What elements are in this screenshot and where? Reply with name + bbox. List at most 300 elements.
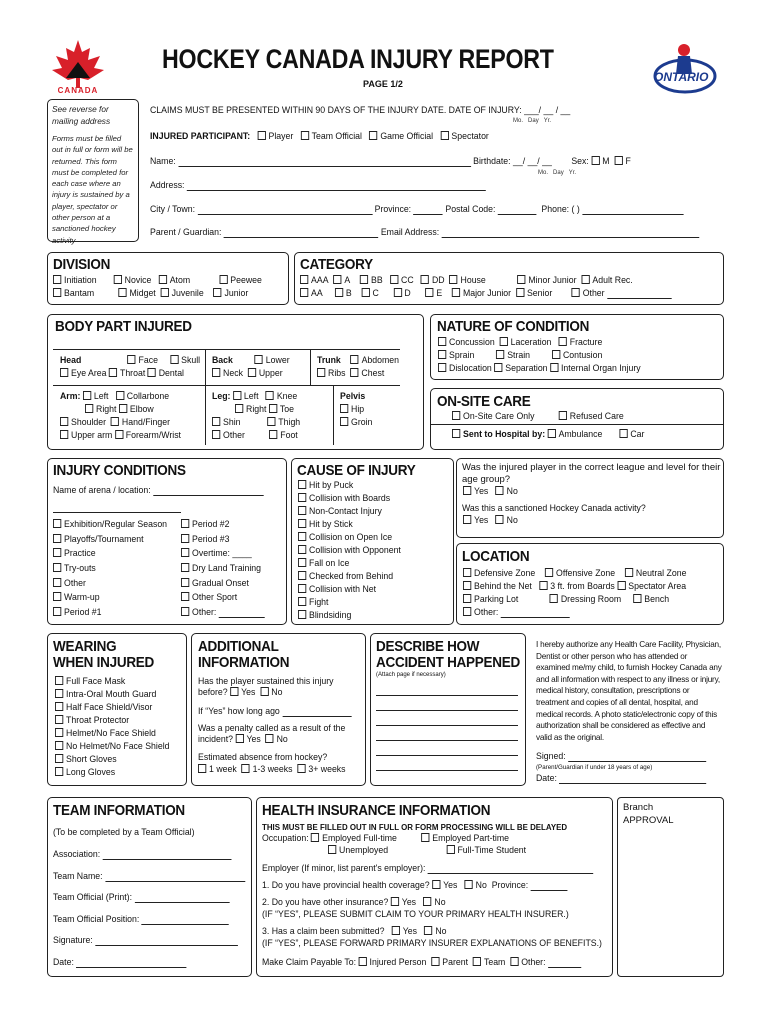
fill-note: Forms must be filled out in full or form will be returned. This form must be completed for each case where an injury is sustained by a player, spectator or other person at a sanctioned hockey activity <box>52 134 133 245</box>
team-note: (To be completed by a Team Official) <box>53 827 195 838</box>
non-contact-checkbox[interactable] <box>298 506 306 515</box>
cc-checkbox[interactable] <box>390 275 398 284</box>
arena-field[interactable] <box>153 486 263 496</box>
postal-field[interactable] <box>498 205 537 215</box>
occupation-row-1 <box>262 833 509 844</box>
cat-d: D <box>404 288 411 299</box>
signed-row <box>536 751 706 762</box>
b-checkbox[interactable] <box>335 288 343 297</box>
arm-row-1 <box>60 391 169 402</box>
how-long-field[interactable] <box>282 707 351 717</box>
provincial-yes-label: Yes <box>443 880 458 891</box>
add-q2b: incident? <box>198 734 233 745</box>
occupation-label: Occupation: <box>262 833 309 844</box>
refused-care-label: Refused Care <box>569 411 624 422</box>
gradual-checkbox[interactable] <box>181 578 189 587</box>
shin-checkbox[interactable] <box>212 417 220 426</box>
upperarm-label: Upper arm <box>71 430 113 441</box>
exhibition-checkbox[interactable] <box>53 519 61 528</box>
dislocation-checkbox[interactable] <box>438 363 446 372</box>
sanctioned-no-checkbox[interactable] <box>496 515 504 524</box>
other-ins-yes-label: Yes <box>401 897 417 908</box>
health-title: HEALTH INSURANCE INFORMATION <box>262 802 491 819</box>
back-row-1 <box>212 355 290 366</box>
sanctioned-yes-label: Yes <box>474 515 489 526</box>
body-part-title: BODY PART INJURED <box>55 318 192 335</box>
payable-label: Make Claim Payable To: <box>262 957 357 968</box>
pay-other-field[interactable] <box>548 958 581 968</box>
logo-text-canada: CANADA <box>57 86 99 95</box>
car-checkbox[interactable] <box>619 429 627 438</box>
address-row <box>150 180 486 191</box>
additional-title-1: ADDITIONAL <box>198 638 279 655</box>
cat-b: B <box>345 288 352 299</box>
parking-lot-checkbox[interactable] <box>463 594 471 603</box>
collarbone-label: Collarbone <box>126 391 170 402</box>
name-row <box>150 156 631 167</box>
team-signature-field[interactable] <box>95 936 238 946</box>
other-leg-checkbox[interactable] <box>212 430 220 439</box>
team-fields <box>53 849 262 979</box>
arm-left-checkbox[interactable] <box>83 391 91 400</box>
bantam-checkbox[interactable] <box>53 288 61 297</box>
provincial-no-checkbox[interactable] <box>465 880 473 889</box>
cause-hit-stick: Hit by Stick <box>309 519 353 530</box>
full-face-checkbox[interactable] <box>55 676 63 685</box>
abdomen-checkbox[interactable] <box>351 355 359 364</box>
contusion-checkbox[interactable] <box>552 350 560 359</box>
lower-checkbox[interactable] <box>255 355 263 364</box>
cond-other2: Other: <box>192 607 217 619</box>
male-checkbox[interactable] <box>591 156 599 165</box>
fight-checkbox[interactable] <box>298 597 306 606</box>
team-official-field[interactable] <box>134 893 229 903</box>
employer-row <box>262 863 593 874</box>
leg-left-checkbox[interactable] <box>233 391 241 400</box>
spectator-area-checkbox[interactable] <box>617 581 625 590</box>
cond-tryouts: Try-outs <box>64 563 96 575</box>
neutral-zone-checkbox[interactable] <box>625 568 633 577</box>
strain-checkbox[interactable] <box>496 350 504 359</box>
describe-lines[interactable] <box>376 681 518 786</box>
name-field[interactable] <box>178 157 471 167</box>
back-row-2 <box>212 368 283 379</box>
if-yes-row <box>198 706 351 717</box>
fracture-checkbox[interactable] <box>559 337 567 346</box>
email-field[interactable] <box>442 228 700 238</box>
collision-boards-checkbox[interactable] <box>298 493 306 502</box>
bb-checkbox[interactable] <box>360 275 368 284</box>
groin-checkbox[interactable] <box>340 417 348 426</box>
health-province-field[interactable] <box>531 881 568 891</box>
sprain-checkbox[interactable] <box>438 350 446 359</box>
student-checkbox[interactable] <box>446 845 454 854</box>
claim-yes-checkbox[interactable] <box>392 926 400 935</box>
collarbone-checkbox[interactable] <box>116 391 124 400</box>
loc-other-checkbox[interactable] <box>463 607 471 616</box>
week13-label: 1-3 weeks <box>252 764 293 775</box>
elbow-checkbox[interactable] <box>119 404 127 413</box>
hip-label: Hip <box>351 404 365 415</box>
other-cat-checkbox[interactable] <box>572 288 580 297</box>
short-gloves-checkbox[interactable] <box>55 754 63 763</box>
long-gloves-checkbox[interactable] <box>55 767 63 776</box>
conditions-right-list <box>181 519 272 622</box>
thigh-checkbox[interactable] <box>267 417 275 426</box>
forearm-checkbox[interactable] <box>115 430 123 439</box>
novice-checkbox[interactable] <box>114 275 122 284</box>
wear-mouth-guard: Intra-Oral Mouth Guard <box>66 689 157 700</box>
penalty-yes-checkbox[interactable] <box>235 734 243 743</box>
internal-organ-checkbox[interactable] <box>550 363 558 372</box>
loc-defensive: Defensive Zone <box>474 568 536 579</box>
other-sport-checkbox[interactable] <box>181 592 189 601</box>
collision-net-checkbox[interactable] <box>298 584 306 593</box>
team-name-field[interactable] <box>105 872 245 882</box>
address-field[interactable] <box>187 181 486 191</box>
additional-title-2: INFORMATION <box>198 654 290 671</box>
parent-row <box>150 227 699 238</box>
location-row-2 <box>463 581 686 592</box>
other-cat-field[interactable] <box>607 289 671 299</box>
hit-puck-checkbox[interactable] <box>298 480 306 489</box>
face-label: Face <box>138 355 158 366</box>
div-atom: Atom <box>169 275 191 286</box>
other2-checkbox[interactable] <box>181 607 189 616</box>
ambulance-label: Ambulance <box>558 429 603 440</box>
helmet-no-shield-checkbox[interactable] <box>55 728 63 737</box>
skull-checkbox[interactable] <box>170 355 178 364</box>
cond-other-field[interactable] <box>219 608 265 618</box>
page-title: HOCKEY CANADA INJURY REPORT <box>162 44 554 74</box>
loc-other-field[interactable] <box>501 608 570 618</box>
cond-period1: Period #1 <box>64 607 102 619</box>
period3-checkbox[interactable] <box>181 534 189 543</box>
cond-dryland: Dry Land Training <box>192 563 262 575</box>
prior-yes-checkbox[interactable] <box>230 687 238 696</box>
dressing-room-checkbox[interactable] <box>550 594 558 603</box>
team-date-field[interactable] <box>76 958 186 968</box>
aa-checkbox[interactable] <box>300 288 308 297</box>
mouth-guard-checkbox[interactable] <box>55 689 63 698</box>
arm-right-checkbox[interactable] <box>85 404 93 413</box>
pay-parent-checkbox[interactable] <box>431 957 439 966</box>
aaa-checkbox[interactable] <box>300 275 308 284</box>
cause-title: CAUSE OF INJURY <box>297 462 416 479</box>
cat-senior: Senior <box>526 288 553 299</box>
loc-other-label: Other: <box>474 607 499 618</box>
describe-note: (Attach page if necessary) <box>376 672 446 678</box>
week13-checkbox[interactable] <box>242 764 250 773</box>
absence-row <box>198 764 346 775</box>
knee-checkbox[interactable] <box>266 391 274 400</box>
cause-fight: Fight <box>309 597 329 608</box>
provincial-no-label: No <box>475 880 487 891</box>
adult-rec-checkbox[interactable] <box>581 275 589 284</box>
hit-stick-checkbox[interactable] <box>298 519 306 528</box>
leg-row-1 <box>212 391 297 402</box>
leg-row-3 <box>212 417 300 428</box>
eye-label: Eye Area <box>71 368 107 379</box>
midget-checkbox[interactable] <box>118 288 126 297</box>
auth-date-label: Date: <box>536 773 557 784</box>
other-ins-yes-checkbox[interactable] <box>391 897 399 906</box>
cond-overtime: Overtime: ____ <box>192 548 252 560</box>
student-label: Full-Time Student <box>457 845 527 856</box>
employed-part-checkbox[interactable] <box>421 833 429 842</box>
blindsiding-checkbox[interactable] <box>298 610 306 619</box>
div-initiation: Initiation <box>64 275 97 286</box>
major-junior-checkbox[interactable] <box>452 288 460 297</box>
pay-team-label: Team <box>483 957 506 968</box>
payable-row <box>262 957 581 968</box>
cause-collision-boards: Collision with Boards <box>309 493 391 504</box>
team-signature-label: Signature: <box>53 935 93 947</box>
upperarm-checkbox[interactable] <box>60 430 68 439</box>
upper-label: Upper <box>258 368 283 379</box>
dryland-checkbox[interactable] <box>181 563 189 572</box>
employed-full-checkbox[interactable] <box>311 833 319 842</box>
three-ft-checkbox[interactable] <box>539 581 547 590</box>
foot-checkbox[interactable] <box>269 430 277 439</box>
initiation-checkbox[interactable] <box>53 275 61 284</box>
auth-date-field[interactable] <box>559 774 706 784</box>
employer-field[interactable] <box>428 864 594 874</box>
pay-parent-label: Parent <box>442 957 469 968</box>
shoulder-checkbox[interactable] <box>60 417 68 426</box>
e-checkbox[interactable] <box>425 288 433 297</box>
penalty-no-checkbox[interactable] <box>266 734 274 743</box>
div-bantam: Bantam <box>64 288 95 299</box>
prior-yes-label: Yes <box>241 687 256 698</box>
fall-ice-checkbox[interactable] <box>298 558 306 567</box>
d-checkbox[interactable] <box>393 288 401 297</box>
wear-throat: Throat Protector <box>66 715 130 726</box>
chest-label: Chest <box>361 368 385 379</box>
yr-label-2: Yr. <box>568 170 577 176</box>
league-q2-answers <box>463 515 518 526</box>
health-q1: 1. Do you have provincial health coverage? <box>262 880 430 891</box>
player-checkbox[interactable] <box>257 131 265 140</box>
onsite-only-checkbox[interactable] <box>452 411 460 420</box>
face-checkbox[interactable] <box>128 355 136 364</box>
eye-checkbox[interactable] <box>60 368 68 377</box>
cond-exhibition: Exhibition/Regular Season <box>64 519 168 530</box>
sanctioned-no-label: No <box>506 515 518 526</box>
health-q2: 2. Do you have other insurance? <box>262 897 389 908</box>
other-ins-no-label: No <box>434 897 446 908</box>
neck-checkbox[interactable] <box>212 368 220 377</box>
health-q3-note: (IF “YES”, PLEASE FORWARD PRIMARY INSURER EXPLANATIONS OF BENEFITS.) <box>262 938 602 949</box>
claim-no-checkbox[interactable] <box>424 926 432 935</box>
health-q3: 3. Has a claim been submitted? <box>262 926 385 937</box>
period2-checkbox[interactable] <box>181 519 189 528</box>
junior-checkbox[interactable] <box>213 288 221 297</box>
add-q2a: Was a penalty called as a result of the <box>198 723 346 734</box>
cat-house: House <box>460 275 486 286</box>
behind-net-checkbox[interactable] <box>463 581 471 590</box>
defensive-zone-checkbox[interactable] <box>463 568 471 577</box>
province-label: Province: <box>374 204 412 215</box>
concussion-label: Concussion <box>449 337 495 348</box>
dislocation-label: Dislocation <box>449 363 492 374</box>
throat-label: Throat <box>119 368 146 379</box>
league-yes-checkbox[interactable] <box>463 486 471 495</box>
team-official-checkbox[interactable] <box>301 131 309 140</box>
period1-checkbox[interactable] <box>53 607 61 616</box>
city-field[interactable] <box>197 205 372 215</box>
signed-label: Signed: <box>536 751 566 762</box>
peewee-checkbox[interactable] <box>219 275 227 284</box>
cat-adult-rec: Adult Rec. <box>592 275 633 286</box>
tryouts-checkbox[interactable] <box>53 563 61 572</box>
provincial-yes-checkbox[interactable] <box>432 880 440 889</box>
loc-three-ft: 3 ft. from Boards <box>550 581 615 592</box>
game-official-checkbox[interactable] <box>369 131 377 140</box>
c-checkbox[interactable] <box>361 288 369 297</box>
half-face-checkbox[interactable] <box>55 702 63 711</box>
email-label: Email Address: <box>380 227 440 238</box>
thigh-label: Thigh <box>278 417 301 428</box>
refused-care-checkbox[interactable] <box>559 411 567 420</box>
cause-collision-opponent: Collision with Opponent <box>309 545 401 556</box>
arm-row-3 <box>60 417 170 428</box>
toe-checkbox[interactable] <box>269 404 277 413</box>
penalty-yes-label: Yes <box>246 734 261 745</box>
name-label: Name: <box>150 156 176 167</box>
approval-label: APPROVAL <box>623 815 674 826</box>
yr-label: Yr. <box>543 118 552 124</box>
ribs-checkbox[interactable] <box>317 368 325 377</box>
branch-label: Branch <box>623 802 654 813</box>
province-field[interactable] <box>414 205 443 215</box>
collision-ice-checkbox[interactable] <box>298 532 306 541</box>
female-checkbox[interactable] <box>614 156 622 165</box>
bench-checkbox[interactable] <box>633 594 641 603</box>
throat-checkbox[interactable] <box>109 368 117 377</box>
prior-no-checkbox[interactable] <box>260 687 268 696</box>
other-ins-no-checkbox[interactable] <box>423 897 431 906</box>
pay-other-checkbox[interactable] <box>510 957 518 966</box>
health-q2-note: (IF “YES”, PLEASE SUBMIT CLAIM TO YOUR PRIMARY HEALTH INSURER.) <box>262 909 569 920</box>
location-row-1 <box>463 568 686 579</box>
separation-label: Separation <box>505 363 548 374</box>
loc-parking: Parking Lot <box>474 594 519 605</box>
opt-player: Player <box>268 131 294 142</box>
health-q1-row <box>262 880 567 891</box>
hand-checkbox[interactable] <box>111 417 119 426</box>
no-helmet-checkbox[interactable] <box>55 741 63 750</box>
parent-field[interactable] <box>224 228 379 238</box>
sprain-label: Sprain <box>449 350 475 361</box>
sanctioned-yes-checkbox[interactable] <box>463 515 471 524</box>
upper-checkbox[interactable] <box>248 368 256 377</box>
playoffs-checkbox[interactable] <box>53 534 61 543</box>
spectator-checkbox[interactable] <box>440 131 448 140</box>
separation-checkbox[interactable] <box>494 363 502 372</box>
senior-checkbox[interactable] <box>516 288 524 297</box>
cat-dd: DD <box>431 275 445 286</box>
throat-protector-checkbox[interactable] <box>55 715 63 724</box>
team-official-label: Team Official (Print): <box>53 892 133 904</box>
week1-checkbox[interactable] <box>198 764 206 773</box>
auth-date-row <box>536 773 707 784</box>
leg-left-label: Left <box>243 391 259 402</box>
atom-checkbox[interactable] <box>159 275 167 284</box>
checked-behind-checkbox[interactable] <box>298 571 306 580</box>
head-row-1 <box>60 355 200 366</box>
div-junior: Junior <box>224 288 249 299</box>
cat-other: Other <box>582 288 605 299</box>
pay-injured-checkbox[interactable] <box>359 957 367 966</box>
add-q1b: before? <box>198 687 228 698</box>
add-q3: Estimated absence from hockey? <box>198 752 328 763</box>
collision-opponent-checkbox[interactable] <box>298 545 306 554</box>
other-cond-checkbox[interactable] <box>53 578 61 587</box>
warmup-checkbox[interactable] <box>53 592 61 601</box>
minor-junior-checkbox[interactable] <box>517 275 525 284</box>
house-checkbox[interactable] <box>449 275 457 284</box>
cause-fall-ice: Fall on Ice <box>309 558 350 569</box>
concussion-checkbox[interactable] <box>438 337 446 346</box>
if-yes-label: If “Yes” how long ago <box>198 706 280 717</box>
phone-field[interactable] <box>582 205 683 215</box>
hip-checkbox[interactable] <box>340 404 348 413</box>
wear-long-gloves: Long Gloves <box>66 767 116 778</box>
head-label: Head <box>60 355 82 366</box>
team-position-label: Team Official Position: <box>53 913 140 925</box>
unemployed-checkbox[interactable] <box>328 845 336 854</box>
juvenile-checkbox[interactable] <box>161 288 169 297</box>
pay-team-checkbox[interactable] <box>473 957 481 966</box>
claim-no-label: No <box>435 926 447 937</box>
laceration-checkbox[interactable] <box>500 337 508 346</box>
leg-right-checkbox[interactable] <box>235 404 243 413</box>
practice-checkbox[interactable] <box>53 548 61 557</box>
signature-field[interactable] <box>568 752 706 762</box>
chest-checkbox[interactable] <box>350 368 358 377</box>
overtime-checkbox[interactable] <box>181 548 189 557</box>
nature-title: NATURE OF CONDITION <box>437 318 590 335</box>
shin-label: Shin <box>223 417 241 428</box>
arena-field-2[interactable] <box>53 503 181 513</box>
association-field[interactable] <box>103 850 232 860</box>
a-checkbox[interactable] <box>333 275 341 284</box>
phone-label: Phone: ( ) <box>541 204 580 215</box>
dd-checkbox[interactable] <box>421 275 429 284</box>
wearing-list <box>55 676 179 780</box>
league-no-checkbox[interactable] <box>496 486 504 495</box>
offensive-zone-checkbox[interactable] <box>545 568 553 577</box>
birthdate-label: Birthdate: __/ __/ __ <box>473 156 552 167</box>
toe-label: Toe <box>279 404 295 415</box>
sent-hospital-checkbox[interactable] <box>452 429 460 438</box>
describe-title-1: DESCRIBE HOW <box>376 638 480 655</box>
ontario-logo <box>650 40 720 96</box>
employed-part-label: Employed Part-time <box>432 833 510 844</box>
prior-no-label: No <box>271 687 283 698</box>
wear-short-gloves: Short Gloves <box>66 754 117 765</box>
ambulance-checkbox[interactable] <box>548 429 556 438</box>
ribs-label: Ribs <box>328 368 346 379</box>
auth-text: I hereby authorize any Health Care Facility, Physician, Dentist or other person who has attended or examined me/my child, to furnish Hockey Canada any and all information with respect to any illness or injury, medical history, consultation, prescriptions or treatment and copies of all dental, hospital, and medical records. A photo static/electronic copy of this authorization shall be considered as effective and valid as the original. <box>536 640 722 742</box>
week3-checkbox[interactable] <box>297 764 305 773</box>
foot-label: Foot <box>280 430 298 441</box>
team-position-field[interactable] <box>142 915 229 925</box>
cause-collision-ice: Collision on Open Ice <box>309 532 393 543</box>
arm-label: Arm: <box>60 391 81 402</box>
dental-checkbox[interactable] <box>148 368 156 377</box>
